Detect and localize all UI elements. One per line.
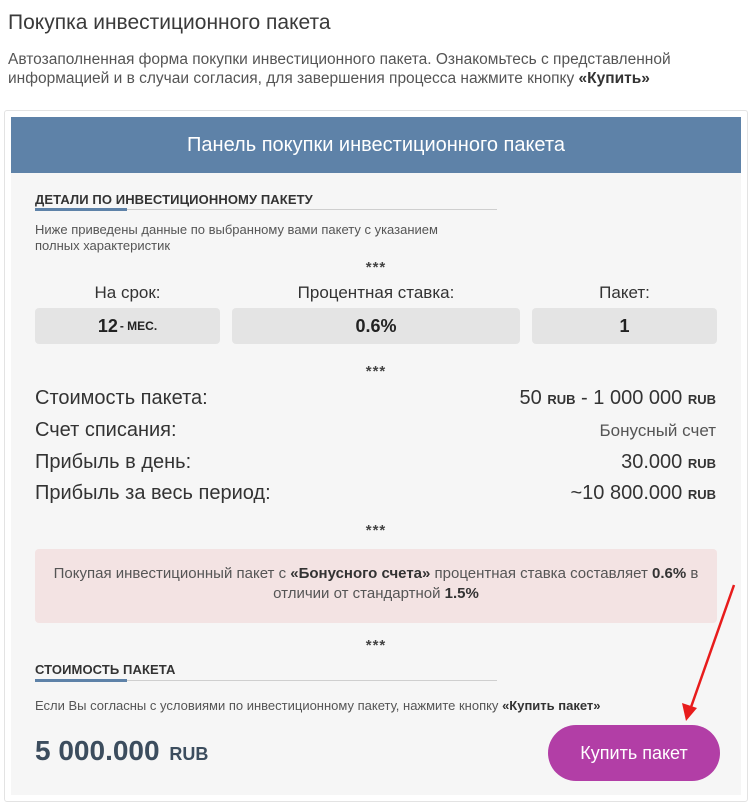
total-currency: RUB — [169, 744, 209, 764]
package-field — [532, 308, 717, 344]
buy-package-button[interactable]: Купить пакет — [548, 725, 720, 781]
details-section-title: ДЕТАЛИ ПО ИНВЕСТИЦИОННОМУ ПАКЕТУ — [35, 192, 313, 207]
separator: *** — [365, 363, 387, 380]
price-section-title: СТОИМОСТЬ ПАКЕТА — [35, 662, 176, 677]
rate-field — [232, 308, 520, 344]
details-section-divider — [35, 209, 497, 210]
daily-profit-value: 30.000 RUB — [621, 451, 716, 473]
term-unit: - МЕС. — [119, 319, 158, 333]
term-value: 12 — [97, 315, 118, 336]
total-price — [35, 735, 208, 767]
rate-value: 0.6% — [355, 315, 397, 336]
package-value: 1 — [619, 315, 630, 336]
agree-text: Если Вы согласны с условиями по инвестиционному пакету, нажмите кнопку «Купить пакет» — [35, 698, 601, 713]
cost-value: 50 RUB - 1 000 000 RUB — [519, 387, 716, 409]
details-description: Ниже приведены данные по выбранному вами пакету с указанием полных характеристик — [35, 222, 438, 253]
separator: *** — [365, 259, 387, 276]
purchase-panel — [4, 110, 748, 802]
account-label: Счет списания: — [35, 419, 177, 441]
period-profit-label: Прибыль за весь период: — [35, 482, 271, 504]
period-profit-value: ~10 800.000 RUB — [570, 482, 716, 504]
bonus-rate-notice: Покупая инвестиционный пакет с «Бонусного счета» процентная ставка составляет 0.6% в отличии от стандартной 1.5% — [35, 549, 717, 623]
rate-label: Процентная ставка: — [297, 283, 455, 302]
term-field — [35, 308, 220, 344]
cost-label: Стоимость пакета: — [35, 387, 208, 409]
intro-text: Автозаполненная форма покупки инвестиционного пакета. Ознакомьтесь с представленной информацией и в случаи согласия, для завершения процесса нажмите кнопку «Купить» — [8, 51, 671, 87]
price-section-divider — [35, 680, 497, 681]
agree-buy-ref: «Купить пакет» — [502, 698, 601, 713]
separator: *** — [365, 522, 387, 539]
package-label: Пакет: — [599, 283, 650, 302]
panel-header: Панель покупки инвестиционного пакета — [11, 117, 741, 173]
term-label: На срок: — [94, 283, 161, 302]
separator: *** — [365, 637, 387, 654]
page-title: Покупка инвестиционного пакета — [8, 11, 331, 34]
purchase-panel-body — [11, 117, 741, 795]
daily-profit-label: Прибыль в день: — [35, 451, 192, 473]
account-value: Бонусный счет — [599, 421, 716, 440]
total-value: 5 000.000 — [35, 735, 160, 766]
intro-buy-ref: «Купить» — [578, 70, 650, 87]
